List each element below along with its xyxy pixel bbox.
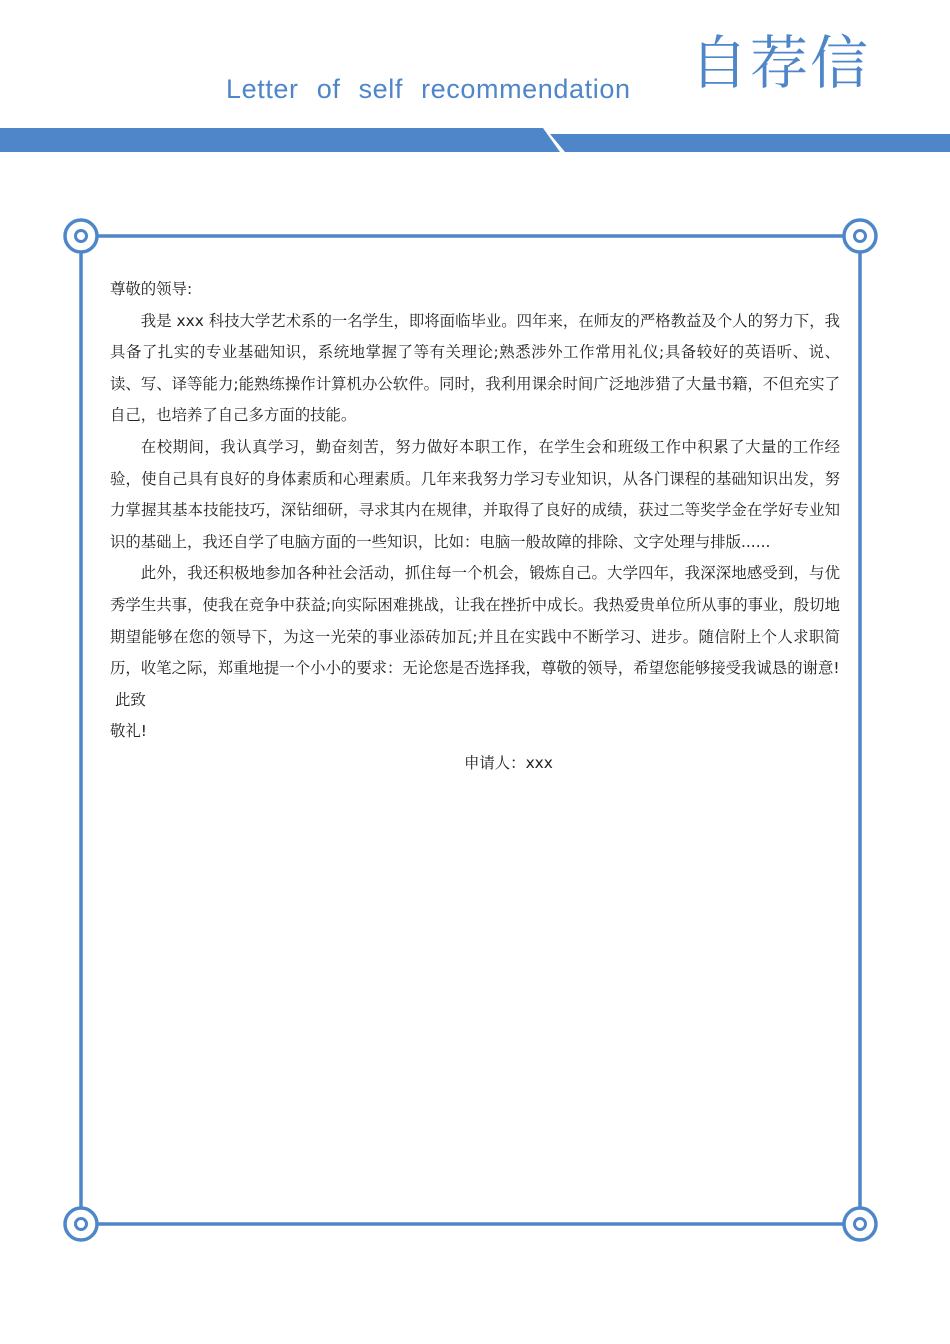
letter-body xyxy=(110,274,840,780)
letter-paragraph-1: 我是 xxx 科技大学艺术系的一名学生，即将面临毕业。四年来，在师友的严格教益及个人的努力下，我具备了扎实的专业基础知识，系统地掌握了等有关理论;熟悉涉外工作常用礼仪;具备较好的英语听、说、读、写、译等能力;能熟练操作计算机办公软件。同时，我利用课余时间广泛地涉猎了大量书籍，不但充实了自己，也培养了自己多方面的技能。 xyxy=(110,311,840,425)
page-title-chinese: 自荐信 xyxy=(690,29,871,97)
corner-ring-icon-bottom-left xyxy=(65,1208,97,1240)
letter-paragraph-3: 此外，我还积极地参加各种社会活动，抓住每一个机会，锻炼自己。大学四年，我深深地感受到，与优秀学生共事，使我在竞争中获益;向实际困难挑战，让我在挫折中成长。我热爱贵单位所从事的事业，殷切地期望能够在您的领导下，为这一光荣的事业添砖加瓦;并且在实践中不断学习、进步。随信附上个人求职简历，收笔之际，郑重地提一个小小的要求：无论您是否选择我，尊敬的领导，希望您能够接受我诚恳的谢意! xyxy=(110,564,840,678)
letter-closing-ci-zhi: 此致 xyxy=(115,690,146,709)
letter-salutation: 尊敬的领导: xyxy=(110,280,193,298)
letter-signature: 申请人：xxx xyxy=(464,753,553,772)
letter-closing-jing-li: 敬礼! xyxy=(110,722,147,741)
corner-ring-icon-top-right xyxy=(844,220,876,252)
corner-ring-icon-bottom-right xyxy=(844,1208,876,1240)
letter-paragraph-2: 在校期间，我认真学习，勤奋刻苦，努力做好本职工作，在学生会和班级工作中积累了大量的工作经验，使自己具有良好的身体素质和心理素质。几年来我努力学习专业知识，从各门课程的基础知识出发，努力掌握其基本技能技巧，深钻细研，寻求其内在规律，并取得了良好的成绩，获过二等奖学金在学好专业知识的基础上，我还自学了电脑方面的一些知识，比如：电脑一般故障的排除、文字处理与排版...... xyxy=(110,437,840,551)
corner-ring-icon-top-left xyxy=(65,220,97,252)
page-title-english: Letter of self recommendation xyxy=(226,74,631,104)
